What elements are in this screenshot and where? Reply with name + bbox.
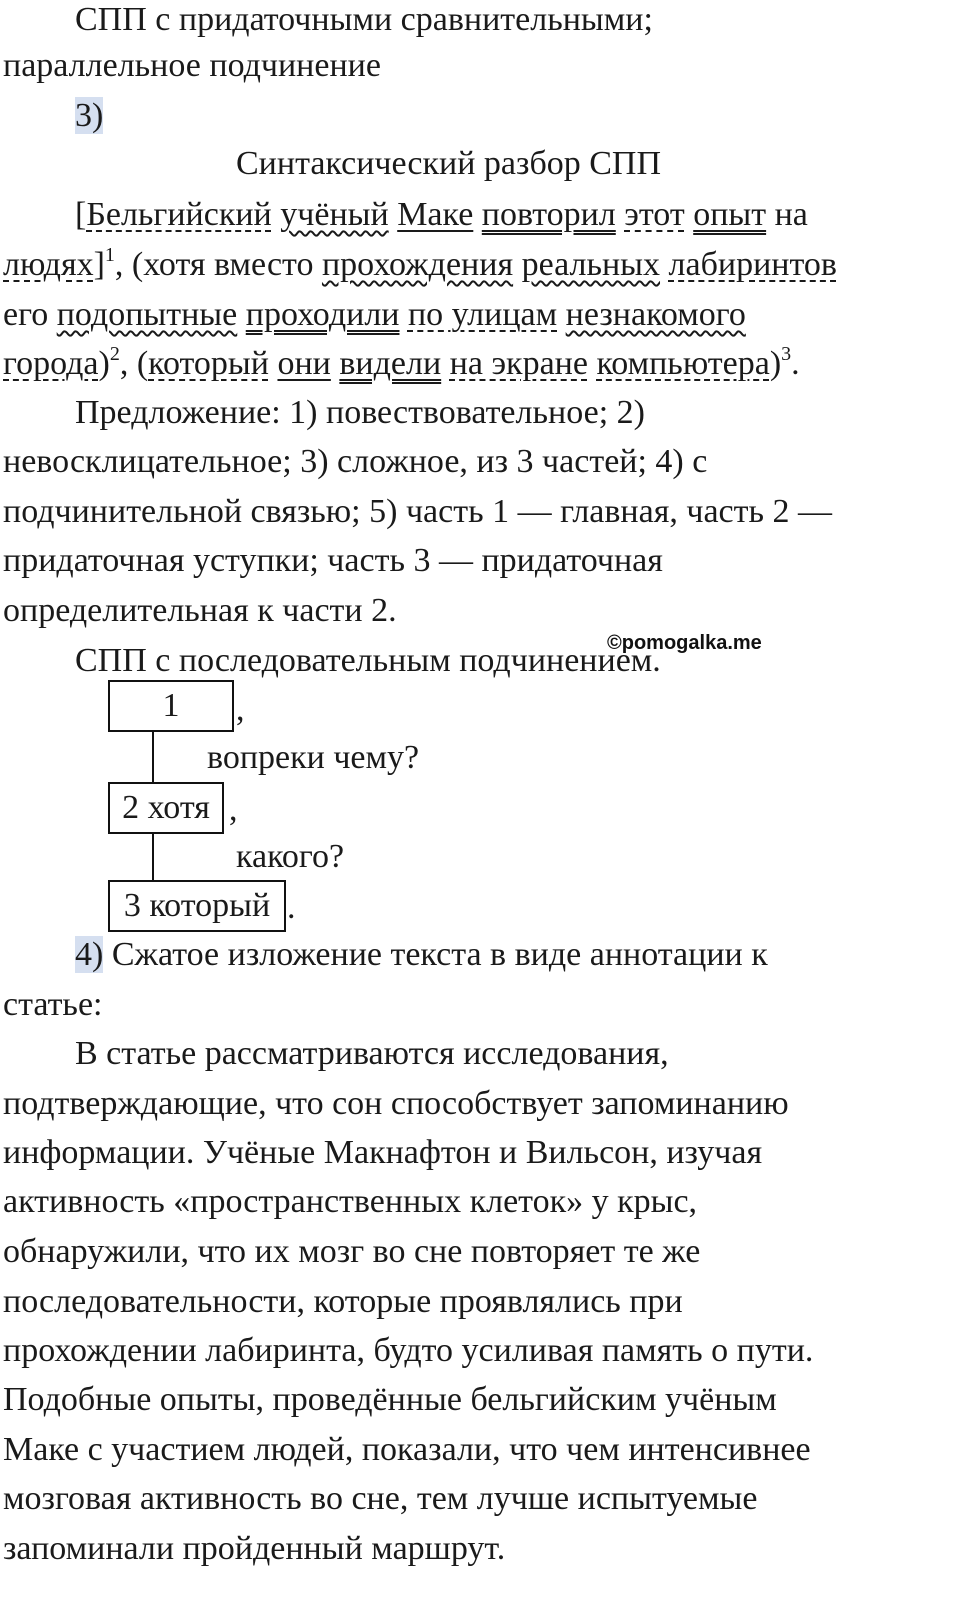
text-line: запоминали пройденный маршрут. [3, 1530, 506, 1567]
text-line: мозговая активность во сне, тем лучше испытуемые [3, 1480, 758, 1517]
scheme-box-3: 3 который [108, 880, 286, 932]
text-line: обнаружили, что их мозг во сне повторяет те же [3, 1233, 701, 1270]
scheme-box-1: 1 [108, 680, 234, 732]
text-line: Предложение: 1) повествовательное; 2) [75, 394, 645, 431]
watermark: ©pomogalka.me [607, 632, 762, 654]
section-title: Синтаксический разбор СПП [236, 145, 662, 182]
text-line: информации. Учёные Макнафтон и Вильсон, изучая [3, 1134, 763, 1171]
text-line: параллельное подчинение [3, 47, 381, 84]
scheme-connector [152, 732, 154, 782]
text-line: статье: [3, 986, 103, 1023]
text-line: активность «пространственных клеток» у крыс, [3, 1183, 698, 1220]
text-line: определительная к части 2. [3, 592, 397, 629]
scheme-punct: . [287, 889, 296, 926]
text-line: В статье рассматриваются исследования, [75, 1035, 669, 1072]
text-line: Подобные опыты, проведённые бельгийским учёным [3, 1381, 777, 1418]
scheme-connector [152, 834, 154, 880]
text-line: СПП с придаточными сравнительными; [75, 1, 653, 38]
scheme-question-1: вопреки чему? [207, 739, 420, 776]
scheme-punct: , [236, 691, 245, 728]
sentence-line-1: [Бельгийский учёный Маке повторил этот опыт на [75, 196, 808, 233]
text-line: придаточная уступки; часть 3 — придаточная [3, 542, 663, 579]
item-number-3: 3) [75, 97, 104, 134]
text-line: СПП с последовательным подчинением. [75, 642, 661, 679]
text-line: прохождении лабиринта, будто усиливая память о пути. [3, 1332, 814, 1369]
sentence-line-2: людях]$^1$, (хотя вместо прохождения реальных лабиринтов [3, 244, 837, 283]
text-line: подчинительной связью; 5) часть 1 — главная, часть 2 — [3, 493, 832, 530]
scheme-question-2: какого? [236, 838, 345, 875]
text-line: последовательности, которые проявлялись при [3, 1283, 683, 1320]
scheme-punct: , [229, 791, 238, 828]
sentence-line-3: его подопытные проходили по улицам незнакомого [3, 296, 746, 333]
text-line: подтверждающие, что сон способствует запоминанию [3, 1085, 789, 1122]
sentence-line-4: города)$^2$, (который они видели на экране компьютера)$^3$. [3, 343, 800, 382]
text-line: невосклицательное; 3) сложное, из 3 частей; 4) с [3, 443, 708, 480]
item-number-4: 4) [75, 936, 104, 973]
item-4-heading: 4) Сжатое изложение текста в виде аннотации к [75, 936, 768, 973]
text-line: Маке с участием людей, показали, что чем интенсивнее [3, 1431, 811, 1468]
scheme-box-2: 2 хотя [108, 782, 224, 834]
